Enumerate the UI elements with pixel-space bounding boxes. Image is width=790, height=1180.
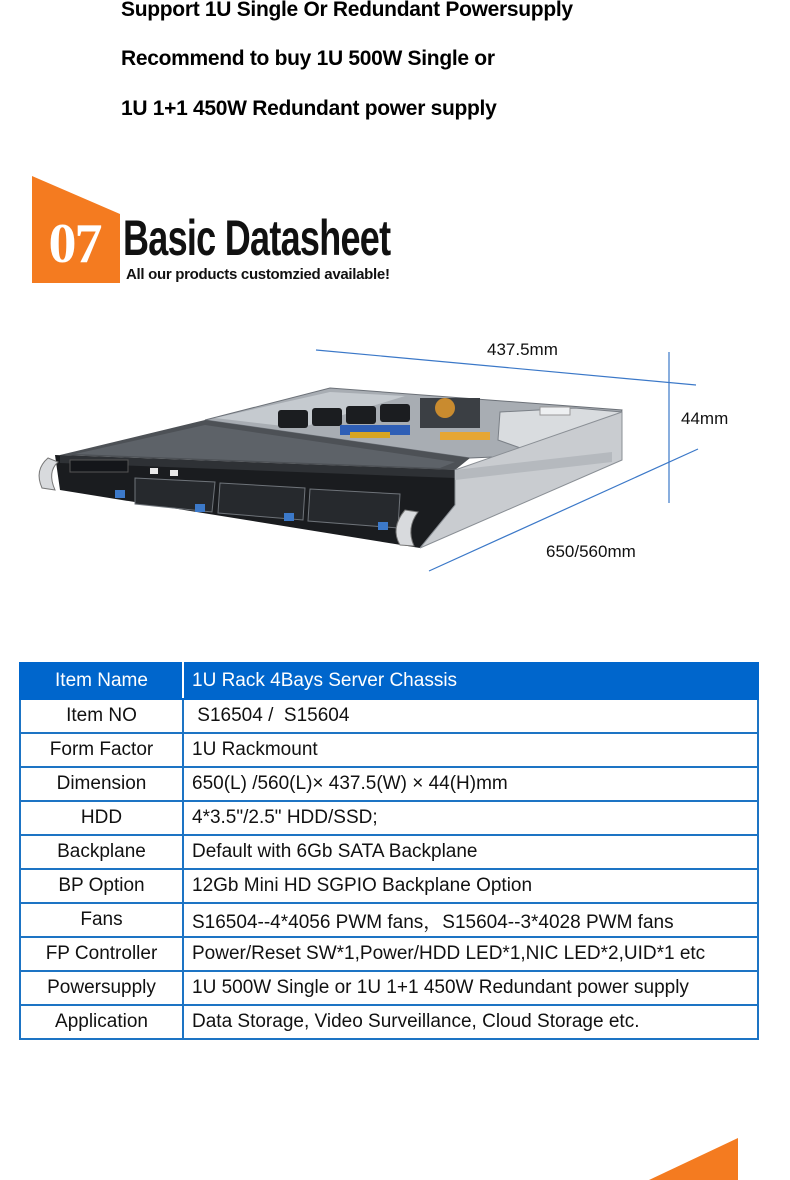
section-subtitle: All our products customzied available! xyxy=(126,266,390,283)
row-label-form-factor: Form Factor xyxy=(20,733,183,767)
row-label-bp-option: BP Option xyxy=(20,869,183,903)
spec-table xyxy=(19,662,759,1040)
table-header-row xyxy=(20,663,758,699)
row-value-dimension: 650(L) /560(L)× 437.5(W) × 44(H)mm xyxy=(183,767,758,801)
row-value-backplane: Default with 6Gb SATA Backplane xyxy=(183,835,758,869)
server-chassis-figure xyxy=(0,330,790,590)
section-number: 07 xyxy=(48,213,101,275)
table-header-product-name: 1U Rack 4Bays Server Chassis xyxy=(183,663,758,699)
row-label-dimension: Dimension xyxy=(20,767,183,801)
row-label-backplane: Backplane xyxy=(20,835,183,869)
section-title: Basic Datasheet xyxy=(123,210,391,266)
row-label-fans: Fans xyxy=(20,903,183,937)
row-value-form-factor: 1U Rackmount xyxy=(183,733,758,767)
intro-line-power-support: Support 1U Single Or Redundant Powersupply xyxy=(121,0,573,21)
table-row xyxy=(20,835,758,869)
row-label-powersupply: Powersupply xyxy=(20,971,183,1005)
row-value-powersupply: 1U 500W Single or 1U 1+1 450W Redundant power supply xyxy=(183,971,758,1005)
row-label-hdd: HDD xyxy=(20,801,183,835)
row-value-fans: S16504--4*4056 PWM fans，S15604--3*4028 PWM fans xyxy=(183,903,758,937)
server-chassis-illustration xyxy=(39,388,622,548)
table-header-item-name: Item Name xyxy=(20,663,183,699)
table-row xyxy=(20,801,758,835)
height-dimension-label: 44mm xyxy=(681,409,729,428)
row-value-application: Data Storage, Video Surveillance, Cloud Storage etc. xyxy=(183,1005,758,1039)
row-value-item-no: S16504 / S15604 xyxy=(183,699,758,733)
row-label-fp-controller: FP Controller xyxy=(20,937,183,971)
table-row xyxy=(20,937,758,971)
table-row xyxy=(20,971,758,1005)
table-row xyxy=(20,1005,758,1039)
corner-triangle-decoration xyxy=(649,1138,738,1180)
row-value-fp-controller: Power/Reset SW*1,Power/HDD LED*1,NIC LED*2,UID*1 etc xyxy=(183,937,758,971)
row-label-item-no: Item NO xyxy=(20,699,183,733)
width-dimension-label: 437.5mm xyxy=(487,340,558,359)
table-row xyxy=(20,699,758,733)
table-row xyxy=(20,903,758,937)
row-label-application: Application xyxy=(20,1005,183,1039)
intro-line-recommend: Recommend to buy 1U 500W Single or xyxy=(121,47,495,70)
row-value-hdd: 4*3.5"/2.5" HDD/SSD; xyxy=(183,801,758,835)
table-row xyxy=(20,869,758,903)
table-row xyxy=(20,767,758,801)
row-value-bp-option: 12Gb Mini HD SGPIO Backplane Option xyxy=(183,869,758,903)
intro-line-redundant: 1U 1+1 450W Redundant power supply xyxy=(121,97,497,120)
depth-dimension-label: 650/560mm xyxy=(546,542,636,561)
table-row xyxy=(20,733,758,767)
